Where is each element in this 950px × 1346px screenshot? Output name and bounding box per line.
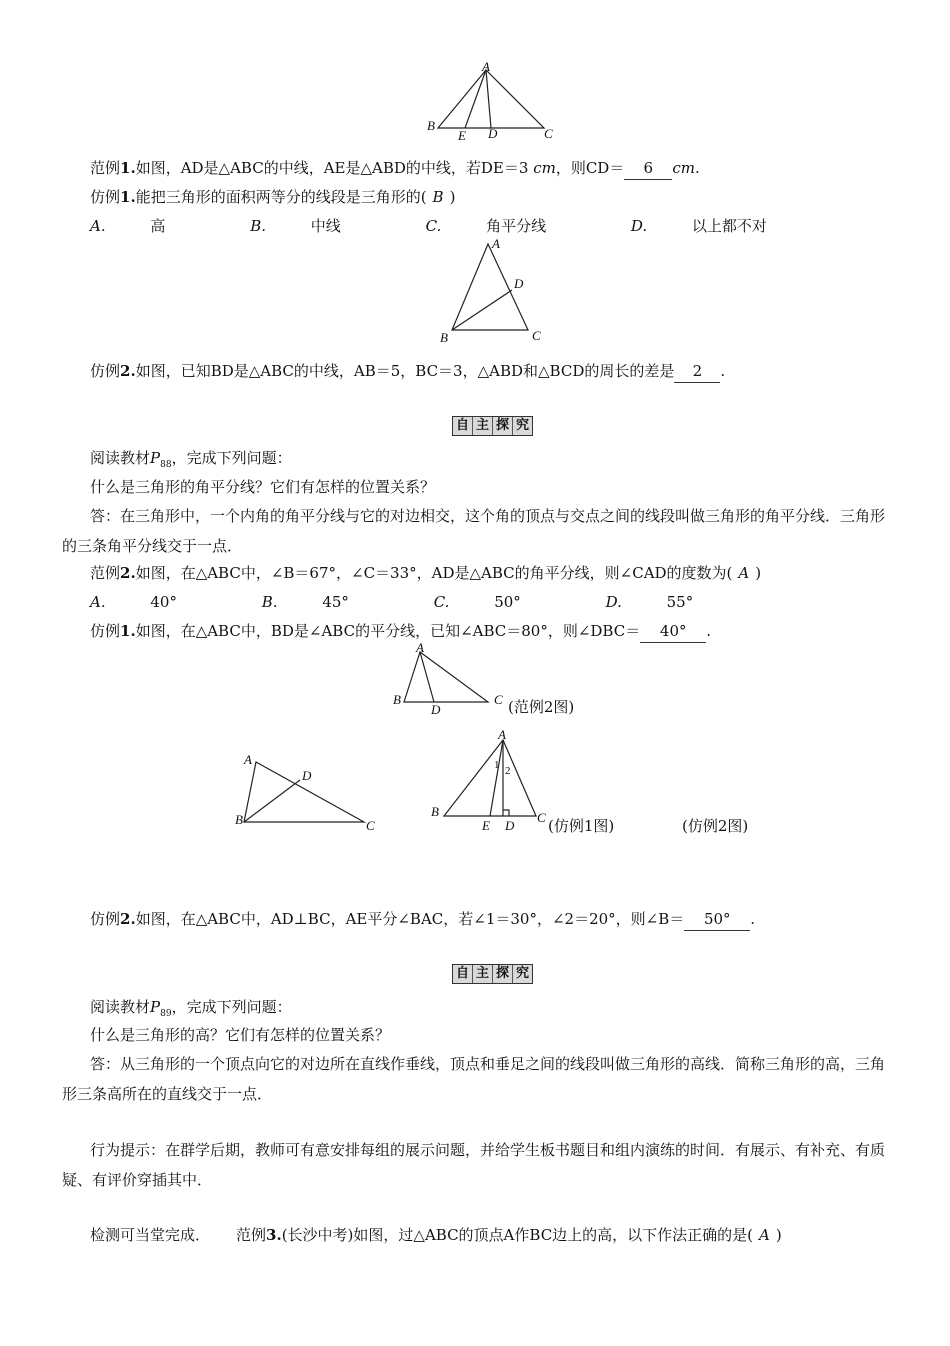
caption-example2: (范例2图)	[508, 698, 575, 716]
svg-text:A: A	[416, 640, 424, 655]
imitate1a-line: 仿例1.能把三角形的面积两等分的线段是三角形的( B )	[90, 188, 456, 206]
svg-text:C: C	[537, 810, 546, 825]
svg-text:D: D	[302, 768, 312, 783]
figure-imitate1	[232, 748, 382, 833]
answer1: 答：在三角形中，一个内角的角平分线与它的对边相交，这个角的顶点与交点之间的线段叫做三角形的角平分线．三角形的三条角平分线交于一点．	[62, 507, 886, 555]
figure-imitate2a	[430, 232, 550, 347]
option-a: A. 高	[90, 217, 166, 235]
answer-blank: 40°	[640, 620, 706, 643]
option-d: D. 以上都不对	[630, 217, 767, 235]
options2	[90, 591, 773, 613]
option-a: A. 40°	[90, 593, 177, 611]
caption-imitate2: (仿例2图)	[682, 817, 749, 835]
svg-text:E: E	[458, 128, 466, 143]
imitate2b-line: 仿例2.如图，在△ABC中，AD⊥BC，AE平分∠BAC，若∠1＝30°，∠2＝20°，则∠B＝ 50° .	[90, 908, 755, 931]
svg-text:A: A	[482, 60, 490, 74]
svg-text:B: B	[440, 330, 448, 345]
svg-text:1: 1	[494, 759, 500, 771]
option-c: C. 50°	[433, 593, 521, 611]
svg-text:D: D	[505, 818, 515, 833]
example1-line: 范例1.如图，AD是△ABC的中线，AE是△ABD的中线，若DE＝3 cm，则CD＝ 6 cm.	[90, 157, 700, 180]
answer-blank: 50°	[684, 908, 750, 931]
option-b: B. 45°	[261, 593, 349, 611]
svg-text:B: B	[427, 118, 435, 133]
option-b: B. 中线	[250, 217, 341, 235]
hint: 行为提示：在群学后期，教师可有意安排每组的展示问题，并给学生板书题目和组内演练的时间．有展示、有补充、有质疑、有评价穿插其中．	[62, 1141, 886, 1189]
question1: 什么是三角形的角平分线？它们有怎样的位置关系？	[90, 478, 436, 496]
imitate1b-line: 仿例1.如图，在△ABC中，BD是∠ABC的平分线，已知∠ABC＝80°，则∠DBC＝ 40° .	[90, 620, 711, 643]
option-d: D. 55°	[605, 593, 694, 611]
svg-text:B: B	[431, 804, 439, 819]
svg-text:D: D	[488, 126, 498, 141]
figure-imitate2	[428, 726, 558, 838]
svg-text:B: B	[393, 692, 401, 707]
svg-text:A: A	[498, 727, 506, 742]
option-c: C. 角平分线	[425, 217, 547, 235]
svg-text:D: D	[514, 276, 524, 291]
answer2: 答：从三角形的一个顶点向它的对边所在直线作垂线，顶点和垂足之间的线段叫做三角形的高线．简称三角形的高，三角形三条高所在的直线交于一点．	[62, 1055, 886, 1103]
svg-text:2: 2	[505, 765, 511, 777]
imitate2a-line: 仿例2.如图，已知BD是△ABC的中线，AB＝5，BC＝3，△ABD和△BCD的周长的差是 2 .	[90, 360, 725, 383]
figure-example2	[390, 640, 510, 715]
svg-text:A: A	[492, 236, 500, 251]
read1-line: 阅读教材$P_{88}$，完成下列问题：	[90, 449, 292, 470]
section-badge-1: 自 主 探 究	[452, 416, 533, 436]
question2: 什么是三角形的高？它们有怎样的位置关系？	[90, 1026, 391, 1044]
svg-text:A: A	[244, 752, 252, 767]
svg-text:B: B	[235, 812, 243, 827]
read2-line: 阅读教材$P_{89}$，完成下列问题：	[90, 998, 292, 1019]
svg-text:C: C	[366, 818, 375, 833]
answer-blank: 6	[624, 157, 672, 180]
svg-text:C: C	[544, 126, 553, 141]
svg-text:C: C	[494, 692, 503, 707]
figure-example1	[420, 60, 560, 145]
svg-text:C: C	[532, 328, 541, 343]
example2-line: 范例2.如图，在△ABC中，∠B＝67°，∠C＝33°，AD是△ABC的角平分线，则∠CAD的度数为( A )	[90, 564, 762, 582]
caption-imitate1: (仿例1图)	[548, 817, 615, 835]
answer-blank: 2	[674, 360, 720, 383]
svg-text:E: E	[482, 818, 490, 833]
section-badge-2: 自 主 探 究	[452, 964, 533, 984]
svg-text:D: D	[431, 702, 441, 715]
check-line: 检测可当堂完成． 范例3.(长沙中考)如图，过△ABC的顶点A作BC边上的高，以下作法正确的是( A )	[90, 1226, 782, 1244]
